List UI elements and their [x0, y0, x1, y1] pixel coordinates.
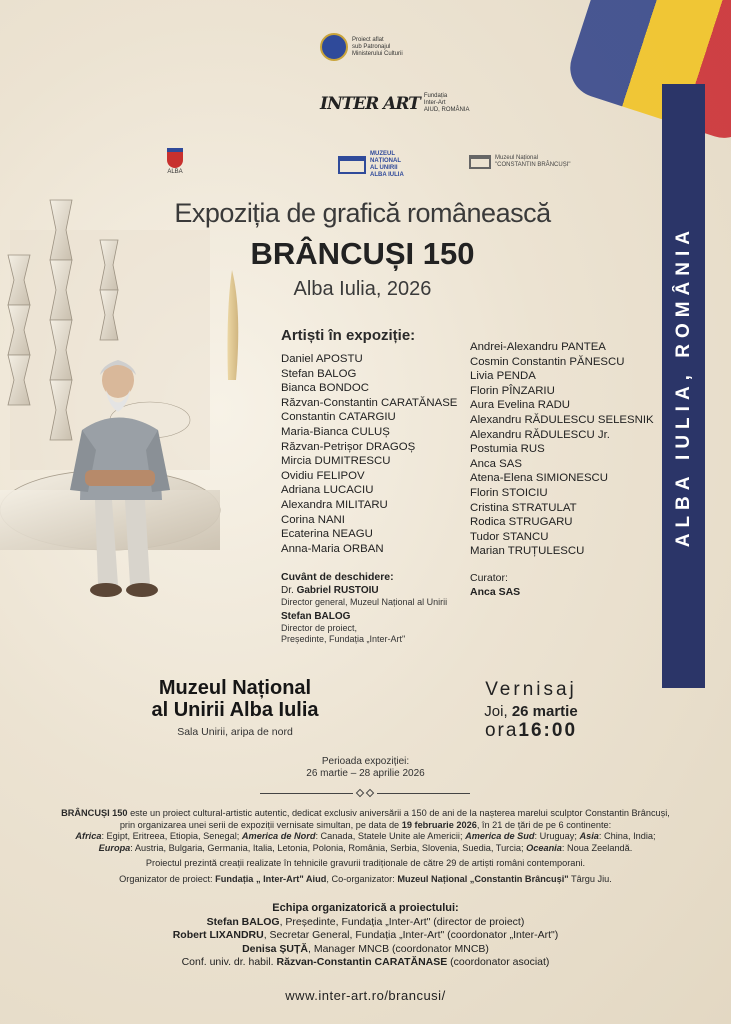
curator-block [470, 571, 520, 599]
alba-county-logo: ALBA [167, 148, 183, 176]
artist-name: Adriana LUCACIU [281, 484, 374, 497]
artists-heading: Artiști în expoziție: [281, 327, 416, 344]
artist-name: Ecaterina NEAGU [281, 528, 373, 541]
exhibition-title: Expoziția de grafică românească [174, 198, 551, 228]
organizing-team [40, 902, 691, 970]
speaker-2: Stefan BALOG [281, 611, 351, 622]
artist-name: Maria-Bianca CULUȘ [281, 425, 390, 438]
artist-name: Rodica STRUGARU [470, 516, 573, 529]
artists-list-left [281, 352, 457, 556]
artist-name: Atena-Elena SIMIONESCU [470, 472, 609, 485]
artist-name: Anna-Maria ORBAN [281, 542, 384, 555]
artist-name: Mircia DUMITRESCU [281, 455, 391, 468]
artist-name: Postumia RUS [470, 443, 545, 456]
opening-speech-block [281, 571, 447, 645]
location-side-band [662, 84, 705, 688]
brancusi-museum-logo: Muzeul Național "CONSTANTIN BRÂNCUȘI" [469, 155, 571, 169]
brancusi-museum-building-icon [469, 155, 491, 169]
ministry-logo: Proiect aflat sub Patronajul Ministerului Culturii [320, 33, 403, 61]
diamond-icon [366, 789, 374, 797]
vernisaj-date: Joi, 26 martie [484, 703, 578, 720]
artist-name: Florin STOICIU [470, 486, 548, 499]
exhibition-period: Perioada expoziției: 26 martie – 28 aprilie 2026 [306, 756, 425, 779]
venue-name: Muzeul Național al Unirii Alba Iulia [151, 677, 319, 721]
artist-name: Andrei-Alexandru PANTEA [470, 341, 606, 353]
artist-name: Constantin CATARGIU [281, 411, 396, 424]
alba-shield-icon [167, 148, 183, 168]
artist-name: Cristina STRATULAT [470, 501, 577, 514]
curator-name: Anca SAS [470, 586, 521, 598]
interart-logo: INTER ART Fundația Inter-Art AIUD, ROMÂNIA [320, 93, 470, 114]
ministry-emblem-icon [320, 33, 348, 61]
artist-name: Bianca BONDOC [281, 382, 369, 395]
artist-name: Tudor STANCU [470, 530, 549, 543]
team-member: Conf. univ. dr. habil. Răzvan-Constantin CARATĂNASE (coordonator asociat) [181, 956, 550, 968]
artist-name: Marian TRUȚULESCU [470, 545, 585, 558]
venue-hall: Sala Unirii, aripa de nord [177, 726, 293, 738]
team-heading: Echipa organizatorică a proiectului: [272, 902, 459, 914]
speaker-1: Dr. Gabriel RUSTOIU [281, 585, 379, 596]
artist-name: Răzvan-Petrișor DRAGOȘ [281, 440, 416, 453]
artist-name: Cosmin Constantin PĂNESCU [470, 355, 625, 368]
team-member: Stefan BALOG, Președinte, Fundația „Inter-Art" (director de proiect) [206, 915, 525, 928]
speaker-2-role-2: Președinte, Fundația „Inter-Art" [281, 634, 406, 644]
speaker-1-role: Director general, Muzeul Național al Unirii [281, 597, 448, 607]
team-member: Robert LIXANDRU, Secretar General, Fundația „Inter-Art" (coordonator „Inter-Art") [172, 929, 559, 941]
team-member: Denisa ȘUȚĂ, Manager MNCB (coordonator MNCB) [242, 942, 489, 955]
exhibition-name: BRÂNCUȘI 150 [250, 236, 475, 271]
exhibition-location-year: Alba Iulia, 2026 [293, 278, 432, 300]
curator-label: Curator: [470, 572, 508, 584]
vernisaj-time: ora16:00 [484, 720, 578, 741]
location-side-text: ALBA IULIA, ROMÂNIA [672, 224, 694, 548]
artist-name: Florin PÎNZARIU [470, 384, 555, 397]
artist-name: Ovidiu FELIPOV [281, 469, 365, 482]
ornamental-divider [260, 787, 470, 799]
artist-name: Alexandru RĂDULESCU Jr. [470, 428, 610, 441]
museum-unirii-logo: MUZEUL NAȚIONAL AL UNIRII ALBA IULIA [338, 151, 404, 179]
vernisaj-label: Vernisaj [485, 679, 577, 700]
artist-name: Corina NANI [281, 513, 345, 526]
opening-heading: Cuvânt de deschidere: [281, 571, 394, 583]
diamond-icon [356, 789, 364, 797]
artist-name: Alexandra MILITARU [281, 498, 388, 511]
website-link[interactable]: www.inter-art.ro/brancusi/ [285, 988, 446, 1003]
artist-name: Daniel APOSTU [281, 353, 363, 365]
museum-building-icon [338, 156, 366, 174]
artist-name: Livia PENDA [470, 370, 536, 383]
artist-name: Răzvan-Constantin CARATĂNASE [281, 396, 458, 409]
artists-list-right [470, 340, 654, 559]
artist-name: Aura Evelina RADU [470, 399, 571, 412]
project-description: BRÂNCUȘI 150 este un proiect cultural-artistic autentic, dedicat exclusiv aniversării a 150 de ani de la nașterea marelui sculptor Constantin Brâncuși, prin organizarea unei serii de expoziții vernisate simultan, pe data de 19 februarie 2026, în 21 de țări de pe 6 continente: Africa: Egipt, Eritreea, Etiopia, Senegal; America de Nord: Canada, Statele Unite ale Americii; America de Sud: Uruguay; Asia: China, India; Europa: Austria, Bulgaria, Germania, Italia, Letonia, Polonia, România, Serbia, Slovenia, Suedia, Turcia; Oceania: Noua Zeelandă. Proiectul prezintă creații realizate în tehnicile gravurii tradiționale de către 29 de artiști români contemporani. Organizator de proiect: Fundația „ Inter-Art" Aiud, Co-organizator: Muzeul Național „Constantin Brâncuși" Târgu Jiu. [61, 808, 670, 884]
artist-name: Stefan BALOG [281, 367, 357, 380]
interart-mark: INTER ART [320, 93, 420, 114]
artist-name: Alexandru RĂDULESCU SELESNIK [470, 413, 654, 426]
speaker-2-role-1: Director de proiect, [281, 623, 358, 633]
artist-name: Anca SAS [470, 457, 522, 470]
